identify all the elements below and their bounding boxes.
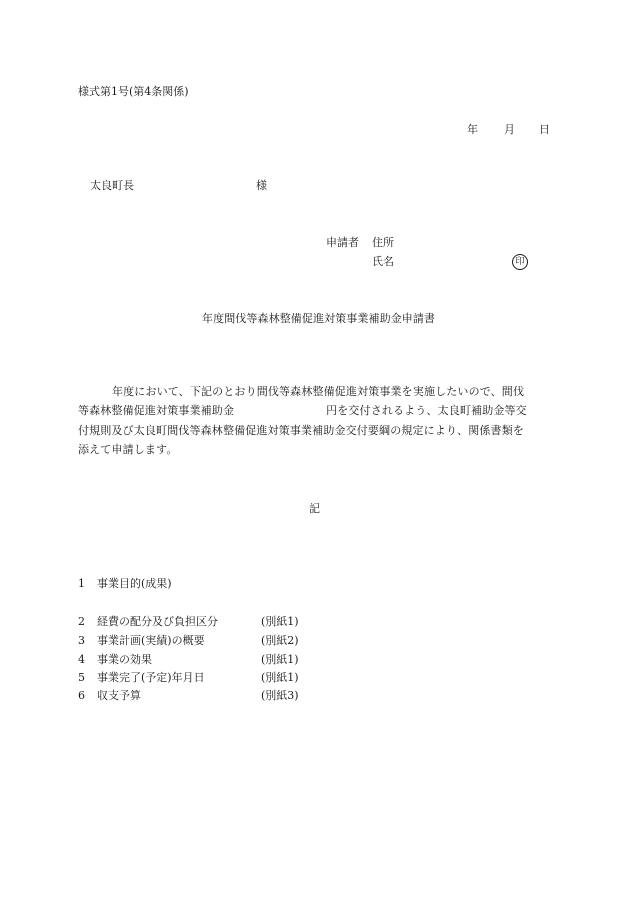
date-day-label: 日 [539, 123, 550, 136]
body-line-1: 年度において、下記のとおり間伐等森林整備促進対策事業を実施したいので、間伐 [112, 385, 525, 398]
item-attachment: (別紙1) [261, 615, 299, 628]
item-label: 事業の効果 [97, 653, 152, 666]
addressee-name: 太良町長 [90, 179, 134, 192]
list-item [78, 689, 299, 702]
item-label: 事業目的(成果) [97, 577, 172, 590]
applicant-label: 申請者 [326, 236, 359, 249]
document-title: 年度間伐等森林整備促進対策事業補助金申請書 [202, 312, 436, 325]
list-item [78, 615, 299, 628]
body-line-3: 付規則及び太良町間伐等森林整備促進対策事業補助金交付要綱の規定により、関係書類を [78, 424, 524, 437]
seal-mark: 印 [512, 254, 528, 270]
item-label: 経費の配分及び負担区分 [97, 615, 218, 628]
item-attachment: (別紙1) [261, 671, 299, 684]
body-line-2-before: 等森林整備促進対策事業補助金 [78, 404, 235, 417]
date-year-label: 年 [467, 123, 478, 136]
item-number: 2 [78, 615, 85, 628]
ki-heading: 記 [309, 502, 320, 515]
list-item [78, 653, 299, 666]
item-attachment: (別紙1) [261, 653, 299, 666]
list-item [78, 578, 172, 589]
body-line-4: 添えて申請します。 [78, 443, 178, 456]
name-label: 氏名 [372, 255, 394, 268]
item-label: 事業完了(予定)年月日 [97, 671, 205, 684]
item-attachment: (別紙3) [261, 689, 299, 702]
form-number: 様式第1号(第4条関係) [78, 85, 189, 98]
addressee-honorific: 様 [256, 179, 267, 192]
list-item [78, 634, 299, 647]
item-number: 4 [78, 653, 85, 666]
item-label: 事業計画(実績)の概要 [97, 634, 205, 647]
item-number: 6 [78, 689, 85, 702]
item-label: 収支予算 [97, 689, 141, 702]
item-number: 5 [78, 671, 85, 684]
date-month-label: 月 [504, 123, 515, 136]
address-label: 住所 [372, 236, 394, 249]
item-attachment: (別紙2) [261, 634, 299, 647]
item-number: 3 [78, 634, 85, 647]
item-number: 1 [78, 577, 85, 590]
body-line-2-after: 円を交付されるよう、太良町補助金等交 [326, 404, 527, 417]
body-line-2 [78, 405, 527, 416]
list-item [78, 671, 299, 684]
